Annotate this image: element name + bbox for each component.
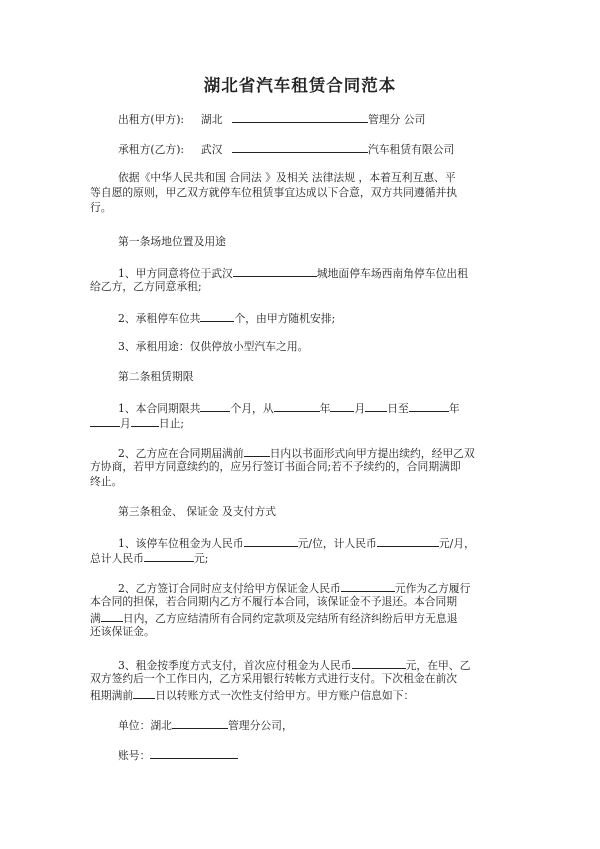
a2-1-blank-end-year [409,400,449,412]
intro-line-3: 行。 [90,201,112,214]
a2-1-blank-start-month [330,400,354,412]
a1-3-line: 3、承租用途：仅供停放小型汽车之用。 [118,340,309,353]
lessor-place: 湖北 [200,113,223,126]
a3-3-blank-first-rent [352,657,406,669]
article-1-title: 第一条场地位置及用途 [118,235,226,248]
lessee-place: 武汉 [200,143,223,156]
a2-1-blank-start-year [274,400,320,412]
a2-1-text-1: 1、本合同期限共 [118,402,201,415]
a2-1-text-6: 年 [448,402,460,415]
a2-1-blank-end-day [131,415,159,427]
lessor-blank [232,111,368,123]
a2-2-post: 日内以书面形式向甲方提出续约，经甲乙双 [269,447,475,460]
a3-2-blank-deposit [341,580,395,592]
a3-1-text-2: 元/位，计人民币 [297,537,377,550]
a2-1-blank-start-day [365,400,387,412]
lessee-suffix: 汽车租赁有限公司 [367,143,455,156]
a2-2-line-3: 终止。 [90,475,123,488]
a3-1-line-2 [90,550,208,566]
article-2-title: 第二条租赁期限 [118,370,194,383]
a3-1-text-5: 元; [193,552,209,565]
page-title: 湖北省汽车租赁合同范本 [203,76,397,95]
a2-2-blank [244,445,270,457]
article-3-title: 第三条租金、 保证金 及支付方式 [118,505,277,518]
a3-2-pre: 2、乙方签订合同时应支付给甲方保证金人民币 [118,582,341,595]
a3-2-line-3 [90,610,458,626]
unit-blank [172,717,228,729]
a3-1-text-3: 元/月， [438,537,475,550]
a1-1-line-1 [118,265,468,281]
intro-line-2: 等自愿的原则，甲乙双方就停车位租赁事宜达成以下合意，双方共同遵循并执 [90,186,458,199]
a3-1-blank-total [144,550,194,562]
a3-3-l3-post: 日以转账方式一次性支付给甲方。甲方账户信息如下： [155,689,415,702]
a2-1-text-5: 日至 [387,402,409,415]
a2-1-text-8: 日止; [158,417,185,430]
a3-1-line-1 [118,535,475,551]
lessee-label: 承租方(乙方): [118,143,185,156]
a3-3-line-2: 双方签约后一个工作日内，乙方采用银行转帐方式进行支付。下次租金在前次 [90,672,458,685]
account-line [118,747,238,763]
a3-1-blank-per-month [377,535,439,547]
a3-3-line-1 [118,657,470,673]
a2-2-line-2: 方协商，若甲方同意续约的，应另行签订书面合同;若不予续约的，合同期满即 [90,460,461,473]
a1-2-post: 个，由甲方随机安排; [234,312,336,325]
lessee-line [118,141,454,157]
a3-3-pre: 3、租金按季度方式支付，首次应付租金为人民币 [118,659,352,672]
a2-2-pre: 2、乙方应在合同期届满前 [118,447,244,460]
account-blank [150,747,238,759]
a3-2-post: 元作为乙方履行 [394,582,471,595]
a1-2-line [118,310,335,326]
a3-3-l3-pre: 租期满前 [90,689,134,702]
a3-1-text-4: 总计人民币 [90,552,144,565]
a1-2-pre: 2、承租停车位共 [118,312,201,325]
lessor-label: 出租方(甲方): [118,113,185,126]
a1-2-blank [200,310,234,322]
a2-1-text-2: 个月，从 [230,402,274,415]
a2-1-line-1 [118,400,460,416]
unit-post: 管理分公司， [227,719,293,732]
a2-1-text-4: 月 [354,402,366,415]
a3-3-post: 元，在甲、乙 [405,659,471,672]
a3-1-text-1: 1、该停车位租金为人民币 [118,537,244,550]
a3-2-line-1 [118,580,470,596]
lessor-line [118,111,425,127]
a3-2-l3-pre: 满 [90,612,101,625]
a1-1-line-2: 给乙方，乙方同意承租; [90,280,202,293]
a1-1-post: 城地面停车场西南角停车位出租 [316,267,468,280]
a3-2-line-4: 还该保证金。 [90,625,155,638]
a2-1-line-2 [90,415,184,431]
a3-1-blank-per-space [244,535,298,547]
a3-2-line-2: 本合同的担保，若合同期内乙方不履行本合同，该保证金不予退还。本合同期 [90,595,458,608]
a3-3-blank-days [133,687,155,699]
a2-1-text-7: 月 [120,417,131,430]
a1-1-pre: 1、甲方同意将位于武汉 [118,267,233,280]
intro-line-1: 依据《中华人民共和国 合同法 》及相关 法律法规 ，本着互利互惠、平 [118,171,456,184]
a3-2-blank-days [101,610,123,622]
account-label: 账号： [118,749,151,762]
lessor-suffix: 管理分 公司 [367,113,426,126]
unit-line [118,717,293,733]
a3-3-line-3 [90,687,414,703]
lessee-blank [232,141,368,153]
a2-1-text-3: 年 [319,402,331,415]
a2-1-blank-end-month [90,415,120,427]
a2-1-blank-months [200,400,230,412]
a3-2-l3-post: 日内，乙方应结清所有合同约定款项及完结所有经济纠纷后甲方无息退 [122,612,458,625]
unit-pre: 单位：湖北 [118,719,172,732]
a1-1-blank [233,265,317,277]
a2-2-line-1 [118,445,475,461]
